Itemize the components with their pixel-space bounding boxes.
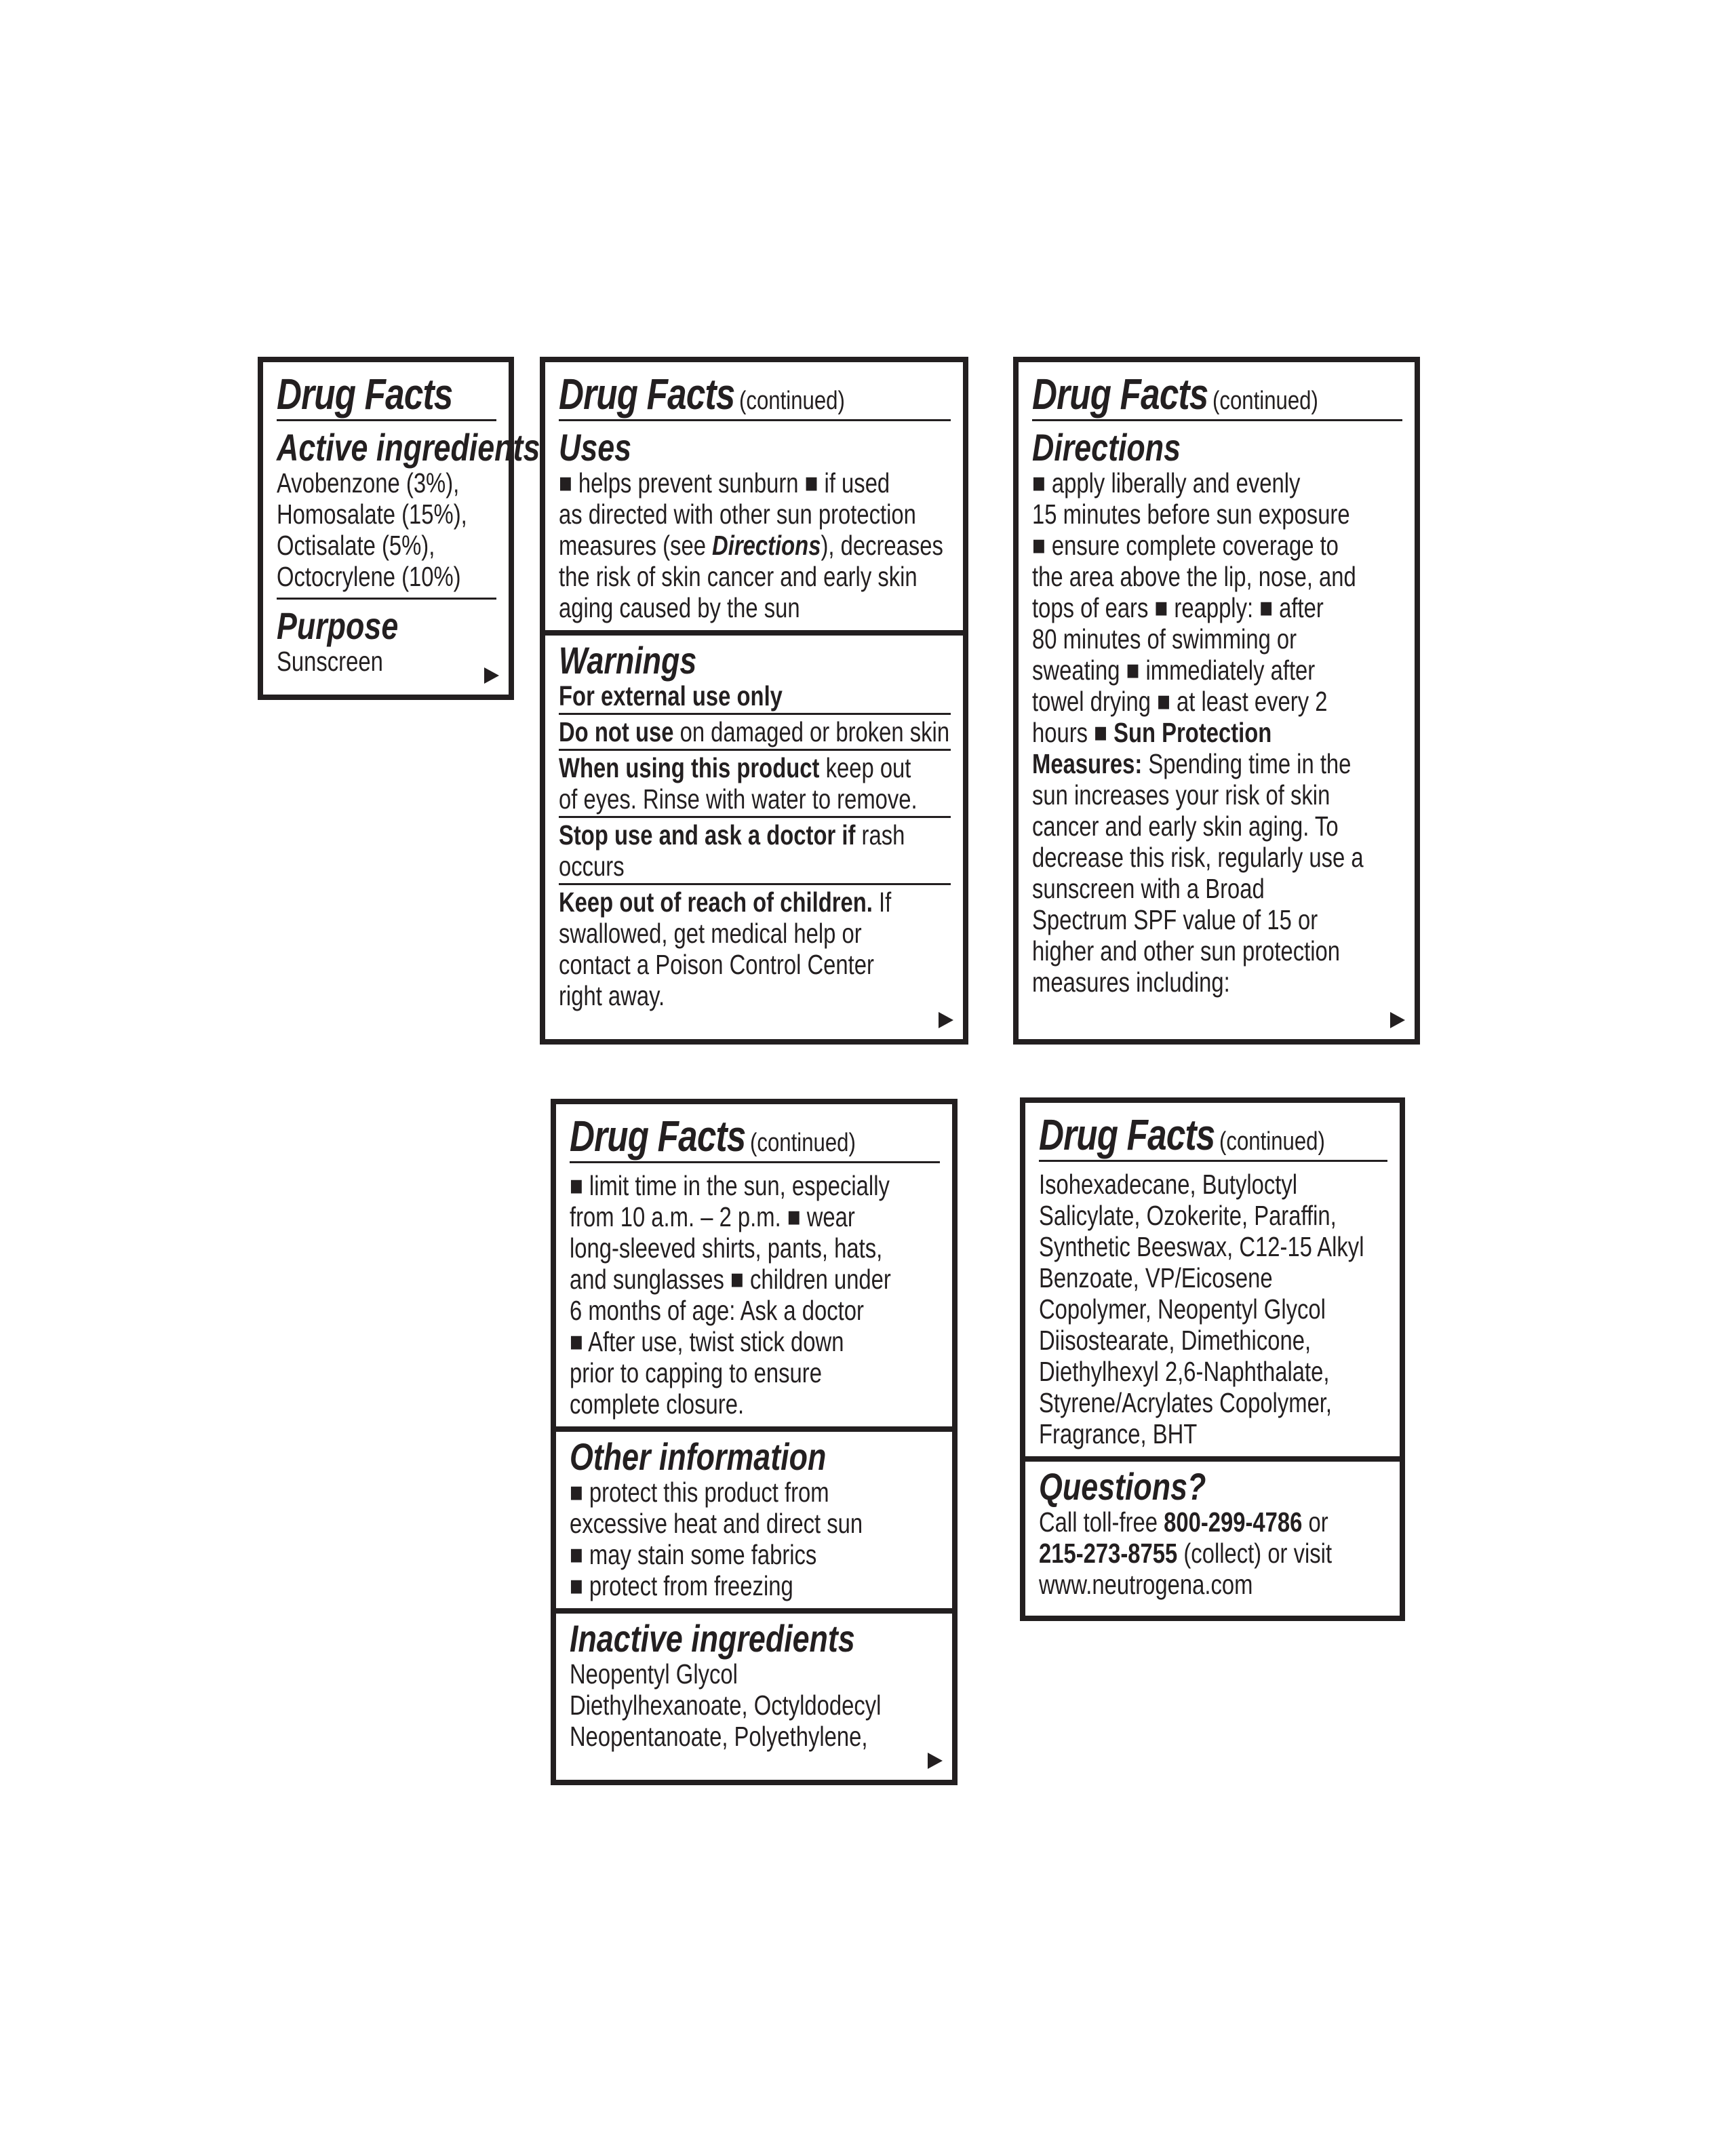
text-line [1039,1387,1333,1418]
text-segment: 80 minutes of swimming or [1032,623,1297,655]
text-line [1032,655,1328,686]
text-line [1039,1169,1318,1200]
text-segment: the area above the lip, nose, and [1032,561,1356,592]
text-segment: aging caused by the sun [559,592,800,623]
continued-label: (continued) [739,387,846,415]
text-segment: If [872,886,892,918]
section-heading: Other information [570,1435,827,1478]
drug-facts-panel-4 [551,1099,958,1785]
text-segment: (collect) or visit [1177,1538,1333,1569]
text-line [1032,592,1328,623]
text-segment: and sunglasses ■ children under [570,1264,891,1295]
text-line [570,1232,883,1264]
continued-label: (continued) [750,1129,856,1157]
section-divider [556,1608,952,1614]
text-segment: Sunscreen [277,646,383,677]
thin-divider [277,419,496,421]
text-segment: ■ protect this product from [570,1477,829,1508]
text-line [1032,686,1328,717]
section-heading: Directions [1032,426,1181,469]
text-line [559,499,916,530]
text-segment: occurs [559,851,625,882]
text-line [559,716,950,747]
text-line [570,1570,866,1601]
text-line [1032,811,1339,842]
text-line [570,1357,866,1388]
text-segment: measures (see [559,530,713,561]
thin-divider [559,883,951,885]
text-segment: as directed with other sun protection [559,499,916,530]
text-segment: Fragrance, BHT [1039,1418,1198,1449]
text-line [277,646,452,677]
text-line [1032,467,1328,499]
text-line [570,1295,866,1326]
text-segment: Copolymer, Neopentyl Glycol [1039,1293,1326,1325]
drug-facts-panel-5 [1020,1097,1405,1621]
bold-text: Measures: [1032,748,1143,779]
text-segment: Synthetic Beeswax, C12-15 Alkyl [1039,1231,1364,1262]
bold-text: 215-273-8755 [1039,1538,1178,1569]
continue-arrow-icon [484,667,499,684]
title-row [570,1111,940,1161]
text-segment: of eyes. Rinse with water to remove. [559,783,918,815]
section-heading: Purpose [277,604,399,647]
text-line [1032,623,1328,655]
text-line [1032,499,1350,530]
text-segment: www.neutrogena.com [1039,1569,1253,1600]
section-heading: Uses [559,426,632,469]
text-segment: Spectrum SPF value of 15 or [1032,904,1318,935]
text-segment: Neopentyl Glycol [570,1658,738,1690]
text-line [570,1170,890,1201]
thin-divider [277,598,496,600]
text-line [570,1201,866,1232]
drug-facts-panel-3 [1013,357,1420,1045]
text-line [1032,873,1328,904]
thin-divider [1039,1160,1387,1162]
text-line [1032,717,1328,748]
text-line [570,1539,866,1570]
text-line [1032,779,1328,811]
panel-title: Drug Facts [570,1112,746,1161]
section-heading: Questions? [1039,1465,1206,1508]
text-segment: Avobenzone (3%), [277,467,460,499]
text-line [1032,842,1364,873]
text-line [559,851,872,882]
text-segment: swallowed, get medical help or [559,918,862,949]
text-line [559,783,918,815]
section-heading: Warnings [559,639,697,682]
text-segment: contact a Poison Control Center [559,949,874,980]
bold-italic-text: Directions [712,530,821,561]
text-segment: Call toll-free [1039,1506,1164,1538]
title-row [559,369,951,418]
continue-arrow-icon [928,1753,943,1769]
section-divider [545,630,963,636]
bold-text: Do not use [559,716,674,747]
bold-text: Keep out of reach of children. [559,886,873,918]
text-segment: Octisalate (5%), [277,530,435,561]
panel-title: Drug Facts [1032,370,1208,418]
text-line [570,1508,866,1539]
text-segment: Diisostearate, Dimethicone, [1039,1325,1311,1356]
text-line [570,1690,882,1721]
text-segment: cancer and early skin aging. To [1032,811,1339,842]
text-segment: Diethylhexyl 2,6-Naphthalate, [1039,1356,1330,1387]
thin-divider [559,419,951,421]
section-divider [556,1426,952,1432]
text-line [1039,1231,1364,1262]
text-segment: excessive heat and direct sun [570,1508,863,1539]
text-line [570,1721,866,1752]
text-line [1032,748,1352,779]
text-line [1039,1506,1328,1538]
text-line [559,819,905,851]
text-line [277,561,461,592]
text-segment: on damaged or broken skin [673,716,950,747]
text-segment: higher and other sun protection [1032,935,1341,967]
panel-title: Drug Facts [277,370,453,418]
title-row [1032,369,1402,418]
text-segment: Octocrylene (10%) [277,561,461,592]
drug-facts-panel-2 [540,357,968,1045]
text-segment: towel drying ■ at least every 2 [1032,686,1328,717]
thin-divider [559,749,951,751]
panel-title: Drug Facts [1039,1110,1215,1159]
thin-divider [1032,419,1402,421]
text-segment: sweating ■ immediately after [1032,655,1316,686]
text-line [559,680,872,712]
text-segment: ■ may stain some fabrics [570,1539,817,1570]
text-segment: sun increases your risk of skin [1032,779,1330,811]
bold-text: For external use only [559,680,783,712]
text-segment: ■ helps prevent sunburn ■ if used [559,467,890,499]
text-line [559,530,943,561]
text-segment: hours ■ [1032,717,1114,748]
thin-divider [570,1161,940,1163]
panel-title: Drug Facts [559,370,735,418]
text-segment: or [1302,1506,1328,1538]
text-segment: ■ After use, twist stick down [570,1326,844,1357]
text-segment: ■ limit time in the sun, especially [570,1170,890,1201]
text-segment: complete closure. [570,1388,745,1420]
text-line [570,1388,866,1420]
text-line [1039,1200,1337,1231]
continue-arrow-icon [939,1012,953,1028]
text-line [570,1658,866,1690]
text-line [570,1477,866,1508]
text-line [559,918,872,949]
text-segment: the risk of skin cancer and early skin [559,561,918,592]
text-line [277,467,460,499]
text-segment: ■ protect from freezing [570,1570,793,1601]
text-line [277,530,452,561]
continued-label: (continued) [1212,387,1319,415]
section-heading: Inactive ingredients [570,1617,855,1660]
text-segment: Homosalate (15%), [277,499,467,530]
text-segment: decrease this risk, regularly use a [1032,842,1364,873]
text-line [559,561,918,592]
text-segment: ■ apply liberally and evenly [1032,467,1301,499]
text-segment: from 10 a.m. – 2 p.m. ■ wear [570,1201,855,1232]
text-segment: prior to capping to ensure [570,1357,822,1388]
text-line [1039,1538,1333,1569]
bold-text: When using this product [559,752,820,783]
text-segment: sunscreen with a Broad [1032,873,1265,904]
text-segment: Benzoate, VP/Eicosene [1039,1262,1273,1293]
text-segment: Spending time in the [1142,748,1352,779]
text-line [1039,1262,1318,1293]
text-line [559,886,892,918]
text-line [559,592,872,623]
title-row [1039,1110,1387,1159]
bold-text: Stop use and ask a doctor if [559,819,856,851]
text-line [1032,935,1341,967]
text-line [1039,1325,1318,1356]
text-line [1039,1569,1318,1600]
text-line [1039,1356,1330,1387]
text-line [559,949,872,980]
section-heading: Active ingredients [277,426,540,469]
text-segment: 15 minutes before sun exposure [1032,499,1350,530]
bold-text: Sun Protection [1113,717,1272,748]
text-line [559,980,872,1011]
text-line [1032,967,1328,998]
text-segment: keep out [819,752,911,783]
text-segment: long-sleeved shirts, pants, hats, [570,1232,883,1264]
text-line [277,499,467,530]
text-segment: measures including: [1032,967,1230,998]
text-line [1032,904,1328,935]
text-line [559,752,911,783]
text-line [1039,1293,1326,1325]
title-row [277,369,496,418]
text-line [570,1326,866,1357]
text-segment: tops of ears ■ reapply: ■ after [1032,592,1324,623]
continued-label: (continued) [1219,1127,1326,1156]
text-segment: Neopentanoate, Polyethylene, [570,1721,868,1752]
bold-text: 800-299-4786 [1164,1506,1303,1538]
continue-arrow-icon [1390,1012,1405,1028]
text-segment: 6 months of age: Ask a doctor [570,1295,864,1326]
text-segment: Isohexadecane, Butyloctyl [1039,1169,1298,1200]
text-segment: ), decreases [821,530,943,561]
text-segment: Salicylate, Ozokerite, Paraffin, [1039,1200,1337,1231]
text-segment: ■ ensure complete coverage to [1032,530,1339,561]
drug-facts-panel-1 [258,357,540,700]
section-divider [1025,1456,1400,1462]
text-line [1032,561,1356,592]
text-line [1032,530,1339,561]
thin-divider [559,713,951,715]
text-line [559,467,890,499]
text-line [570,1264,891,1295]
text-segment: Styrene/Acrylates Copolymer, [1039,1387,1333,1418]
text-segment: right away. [559,980,665,1011]
thin-divider [559,816,951,818]
text-segment: Diethylhexanoate, Octyldodecyl [570,1690,882,1721]
text-line [1039,1418,1318,1449]
text-segment: rash [855,819,905,851]
